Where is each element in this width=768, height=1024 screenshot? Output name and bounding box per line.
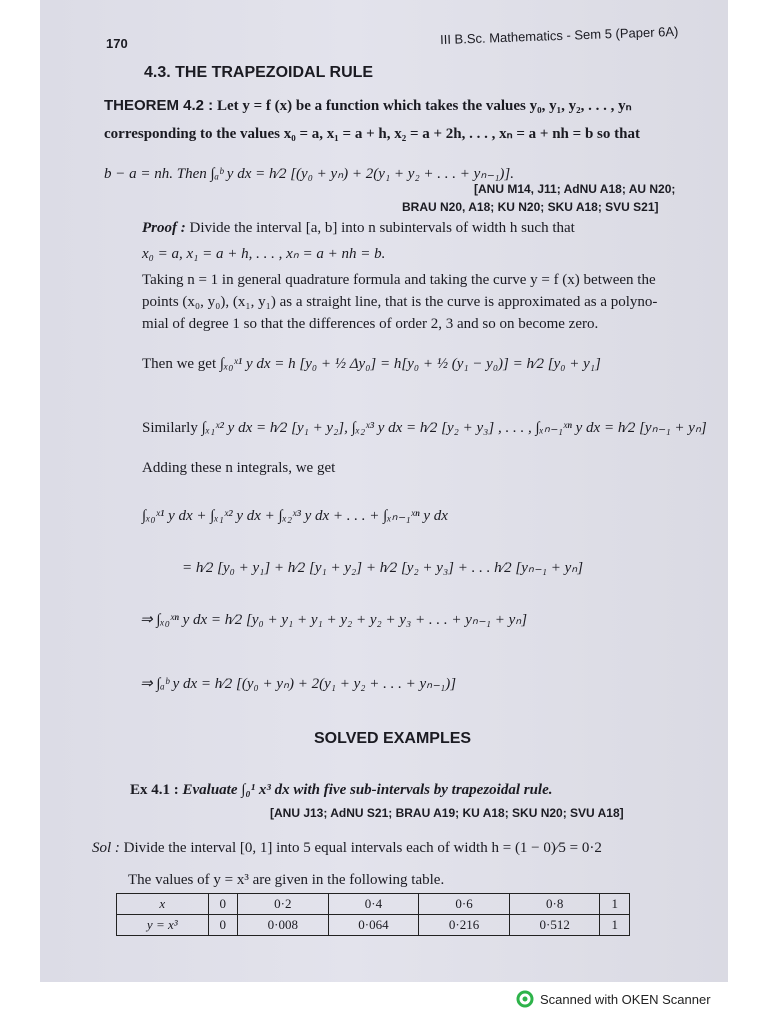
example-line: Ex 4.1 : Evaluate ∫₀¹ x³ dx with five sub-intervals by trapezoidal rule. [130, 782, 553, 798]
theorem-label: THEOREM 4.2 : [104, 97, 214, 114]
sum-equation-1: ∫ₓ₀ˣ¹ y dx + ∫ₓ₁ˣ² y dx + ∫ₓ₂ˣ³ y dx + . . . + ∫ₓₙ₋₁ˣⁿ y dx [142, 508, 448, 524]
proof-line2: x₀ = a, x₁ = a + h, . . . , xₙ = a + nh = b. [142, 246, 386, 262]
para-line3: mial of degree 1 so that the differences of order 2, 3 and so on become zero. [142, 316, 599, 332]
solution-label: Sol : [92, 840, 120, 856]
scanner-text: Scanned with OKEN Scanner [540, 991, 711, 1007]
adding-text: Adding these n integrals, we get [142, 460, 336, 476]
theorem-line2: corresponding to the values x₀ = a, x₁ = a + h, x₂ = a + 2h, . . . , xₙ = a + nh = b so that [104, 126, 640, 142]
table-row [117, 915, 630, 936]
table-cell: 1 [600, 915, 630, 936]
table-cell: 0·512 [509, 915, 600, 936]
table-cell: 0·216 [419, 915, 510, 936]
scanned-page [40, 0, 728, 982]
theorem-refs2: BRAU N20, A18; KU N20; SKU A18; SVU S21] [402, 200, 659, 214]
implication-1: ⇒ ∫ₓ₀ˣⁿ y dx = h⁄2 [y₀ + y₁ + y₁ + y₂ + y₂ + y₃ + . . . + yₙ₋₁ + yₙ] [140, 612, 528, 628]
values-table [116, 893, 630, 936]
implication-2: ⇒ ∫ₐᵇ y dx = h⁄2 [(y₀ + yₙ) + 2(y₁ + y₂ + . . . + yₙ₋₁)] [140, 676, 457, 692]
trapezoidal-formula: ∫ₐᵇ y dx = h⁄2 [(y₀ + yₙ) + 2(y₁ + y₂ + . . . + yₙ₋₁)]. [210, 166, 515, 182]
table-cell: 0·2 [238, 894, 329, 915]
table-cell: x [117, 894, 209, 915]
table-cell: 1 [600, 894, 630, 915]
then-equation: Then we get ∫ₓ₀ˣ¹ y dx = h [y₀ + ½ Δy₀] = h[y₀ + ½ (y₁ − y₀)] = h⁄2 [y₀ + y₁] [142, 356, 601, 372]
scanner-footer [516, 990, 711, 1008]
table-cell: 0 [208, 915, 237, 936]
table-row [117, 894, 630, 915]
proof-label: Proof : [142, 220, 186, 236]
table-cell: 0 [208, 894, 237, 915]
section-title: 4.3. THE TRAPEZOIDAL RULE [144, 64, 374, 81]
table-cell: 0·064 [328, 915, 419, 936]
example-label: Ex 4.1 : [130, 782, 179, 798]
solution-line2: The values of y = x³ are given in the following table. [128, 872, 445, 888]
table-cell: 0·8 [509, 894, 600, 915]
example-refs: [ANU J13; AdNU S21; BRAU A19; KU A18; SKU N20; SVU A18] [270, 806, 624, 820]
running-title: III B.Sc. Mathematics - Sem 5 (Paper 6A) [439, 23, 679, 48]
oken-logo-icon [516, 990, 534, 1008]
theorem-refs1: [ANU M14, J11; AdNU A18; AU N20; [474, 182, 676, 196]
table-cell: 0·008 [238, 915, 329, 936]
proof-line1: Proof : Divide the interval [a, b] into n subintervals of width h such that [142, 220, 575, 236]
solved-examples-title: SOLVED EXAMPLES [314, 730, 472, 747]
para-line1: Taking n = 1 in general quadrature formula and taking the curve y = f (x) between the [142, 272, 656, 288]
theorem-line3: b − a = nh. Then ∫ₐᵇ y dx = h⁄2 [(y₀ + yₙ) + 2(y₁ + y₂ + . . . + yₙ₋₁)]. [104, 166, 515, 182]
table-cell: 0·6 [419, 894, 510, 915]
theorem-line1: THEOREM 4.2 : Let y = f (x) be a function which takes the values y₀, y₁, y₂, . . . , yₙ [104, 97, 632, 114]
solution-line1: Sol : Divide the interval [0, 1] into 5 equal intervals each of width h = (1 − 0)⁄5 = 0·2 [92, 840, 602, 856]
similarly-equation: Similarly ∫ₓ₁ˣ² y dx = h⁄2 [y₁ + y₂], ∫ₓ₂ˣ³ y dx = h⁄2 [y₂ + y₃] , . . . , ∫ₓₙ₋₁ˣⁿ y dx = h⁄2 [yₙ₋₁ + yₙ] [142, 420, 707, 436]
sum-equation-2: = h⁄2 [y₀ + y₁] + h⁄2 [y₁ + y₂] + h⁄2 [y₂ + y₃] + . . . h⁄2 [yₙ₋₁ + yₙ] [182, 560, 584, 576]
para-line2: points (x₀, y₀), (x₁, y₁) as a straight line, that is the curve is approximated as a polyno- [142, 294, 658, 310]
table-cell: 0·4 [328, 894, 419, 915]
table-cell: y = x³ [117, 915, 209, 936]
page-number: 170 [106, 36, 128, 51]
